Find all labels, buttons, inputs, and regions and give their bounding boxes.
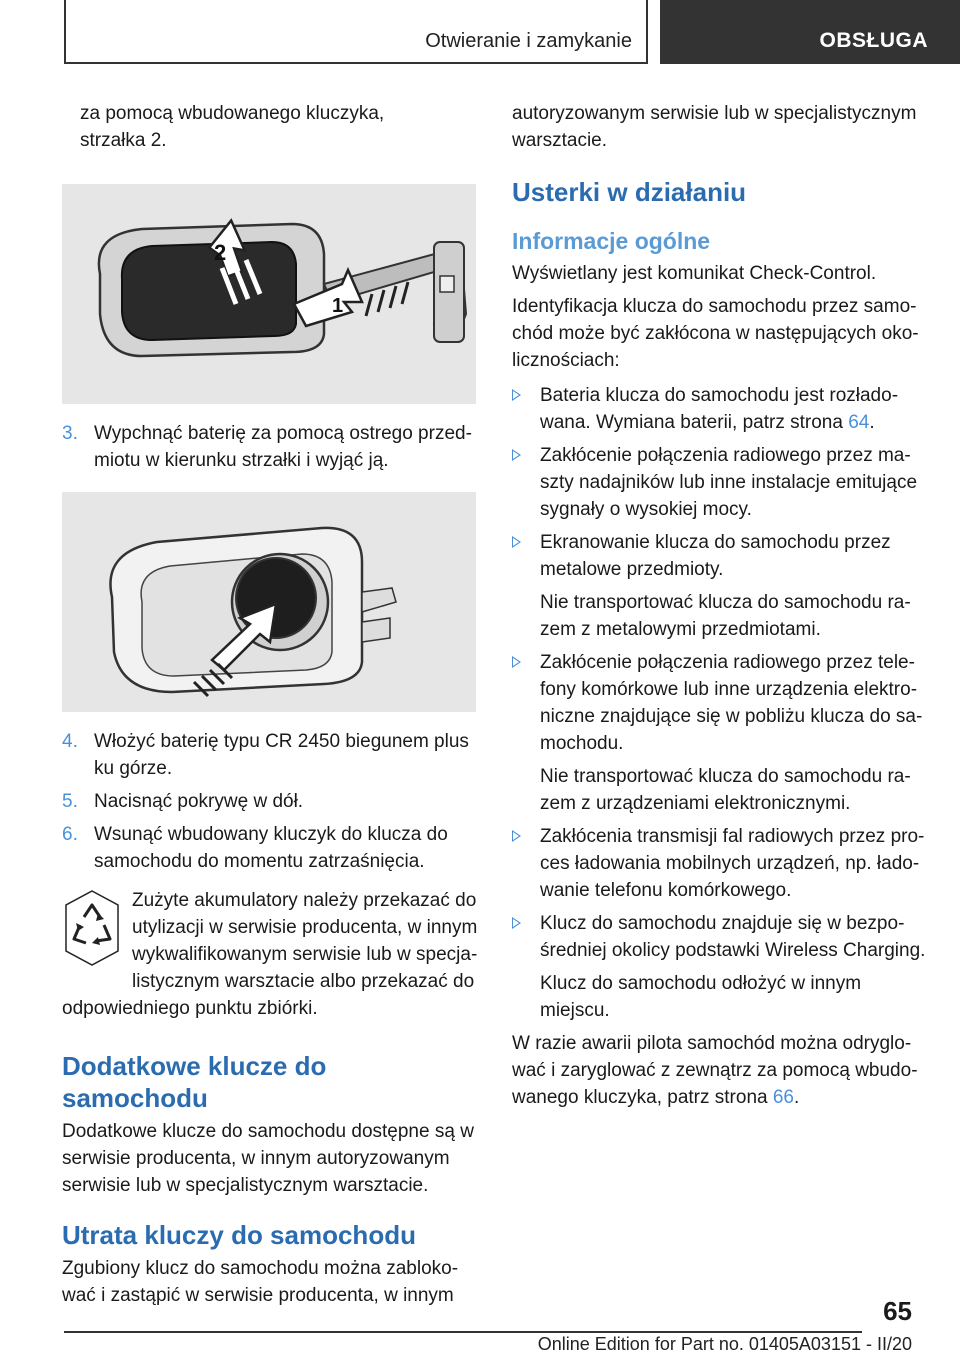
triangle-bullet-icon [512, 449, 521, 461]
bullet-suffix: . [869, 412, 875, 433]
bullet-text: Klucz do samochodu znajduje się w bezpośredniej okolicy podstawki Wireless Charging. [540, 913, 926, 961]
step-number: 4. [62, 731, 78, 752]
triangle-bullet-icon [512, 917, 521, 929]
steps-list [62, 420, 478, 474]
intro-line-1: za pomocą wbudowanego kluczyka, [80, 103, 385, 124]
footer-edition: Online Edition for Part no. 01405A03151 - II/20 [537, 1334, 912, 1354]
bullet-note: Nie transportować klucza do samochodu razem z metalowymi przedmiotami. [540, 592, 911, 640]
footer-divider [64, 1331, 862, 1333]
para-check-control: Wyświetlany jest komunikat Check-Control. [512, 263, 877, 284]
step-text: Wsunąć wbudowany kluczyk do klucza do samochodu do momentu zatrzaśnięcia. [94, 824, 448, 872]
heading-additional-keys: Dodatkowe klucze do samochodu [62, 1051, 327, 1113]
step-number: 5. [62, 791, 78, 812]
battery-illustration [62, 492, 476, 712]
para-lost-keys: Zgubiony klucz do samochodu można zablokować i zastąpić w serwisie producenta, w innym [62, 1258, 459, 1306]
bullet-text: Zakłócenia transmisji fal radiowych przez proces ładowania mobilnych urządzeń, np. ładowanie telefonu komórkowego. [540, 826, 925, 901]
bullet-item [512, 442, 932, 523]
step-5 [62, 788, 478, 815]
triangle-bullet-icon [512, 536, 521, 548]
step-text: Nacisnąć pokrywę w dół. [94, 791, 304, 812]
intro-line-2: strzałka 2. [80, 130, 167, 151]
recycling-text: Zużyte akumulatory należy przekazać do utylizacji w serwisie producenta, w innym wykwalifikowanym serwisie lub w specjalistycznym warsztacie albo przekazać do odpowiedniego punktu zbiórki. [62, 890, 478, 1019]
step-text: Włożyć baterię typu CR 2450 biegunem plus ku górze. [94, 731, 469, 779]
triangle-bullet-icon [512, 656, 521, 668]
page-number: 65 [883, 1296, 912, 1326]
bullet-item [512, 529, 932, 643]
recycle-icon [62, 887, 122, 969]
heading-general-info: Informacje ogólne [512, 228, 711, 254]
bullet-item [512, 382, 932, 436]
step-4 [62, 728, 478, 782]
step-3 [62, 420, 478, 474]
page-link-66[interactable]: 66 [772, 1087, 794, 1108]
para-emergency [512, 1030, 932, 1111]
heading-malfunctions: Usterki w działaniu [512, 177, 747, 207]
bullet-note: Nie transportować klucza do samochodu razem z urządzeniami elektronicznymi. [540, 766, 911, 814]
para-additional-keys: Dodatkowe klucze do samochodu dostępne są w serwisie producenta, w innym autoryzowanym serwisie lub w specjalistycznym warsztacie. [62, 1121, 474, 1196]
para-continued: autoryzowanym serwisie lub w specjalistycznym warsztacie. [512, 103, 917, 151]
figure-key-removal [62, 184, 476, 404]
step-text: Wypchnąć baterię za pomocą ostrego przedmiotu w kierunku strzałki i wyjąć ją. [94, 423, 472, 471]
arrow-1-label: 1 [332, 295, 344, 317]
page-link-64[interactable]: 64 [848, 412, 870, 433]
steps-list-2 [62, 728, 478, 875]
figure-battery-removal [62, 492, 476, 712]
left-column [62, 100, 478, 1309]
bullet-text: Zakłócenie połączenia radiowego przez telefony komórkowe lub inne urządzenia elektroniczne znajdujące się w pobliżu klucza do samochodu. [540, 652, 923, 754]
bullet-item [512, 823, 932, 904]
chapter-tab[interactable] [660, 0, 960, 64]
step-6 [62, 821, 478, 875]
bullet-list [512, 382, 932, 1024]
bullet-item [512, 910, 932, 1024]
para-identification: Identyfikacja klucza do samochodu przez samochód może być zakłócona w następujących okolicznościach: [512, 296, 919, 371]
key-fob-illustration [62, 184, 476, 404]
heading-lost-keys: Utrata kluczy do samochodu [62, 1220, 416, 1250]
bullet-text: Ekranowanie klucza do samochodu przez metalowe przedmioty. [540, 532, 891, 580]
recycling-note [62, 887, 478, 1022]
emergency-suffix: . [794, 1087, 800, 1108]
triangle-bullet-icon [512, 389, 521, 401]
step-number: 6. [62, 824, 78, 845]
header-frame [64, 0, 648, 64]
bullet-item [512, 649, 932, 817]
chapter-tab-label: OBSŁUGA [819, 29, 928, 52]
step-number: 3. [62, 423, 78, 444]
right-column [512, 100, 932, 1111]
bullet-text: Zakłócenie połączenia radiowego przez maszty nadajników lub inne instalacje emitujące sygnały o wysokiej mocy. [540, 445, 918, 520]
emergency-text: W razie awarii pilota samochód można odryglować i zaryglować z zewnątrz za pomocą wbudowanego kluczyka, patrz strona [512, 1033, 918, 1108]
bullet-text: Bateria klucza do samochodu jest rozładowana. Wymiana baterii, patrz strona [540, 385, 899, 433]
arrow-2-label: 2 [214, 240, 227, 265]
section-title: Otwieranie i zamykanie [425, 30, 632, 52]
triangle-bullet-icon [512, 830, 521, 842]
bullet-note: Klucz do samochodu odłożyć w innym miejscu. [540, 973, 862, 1021]
